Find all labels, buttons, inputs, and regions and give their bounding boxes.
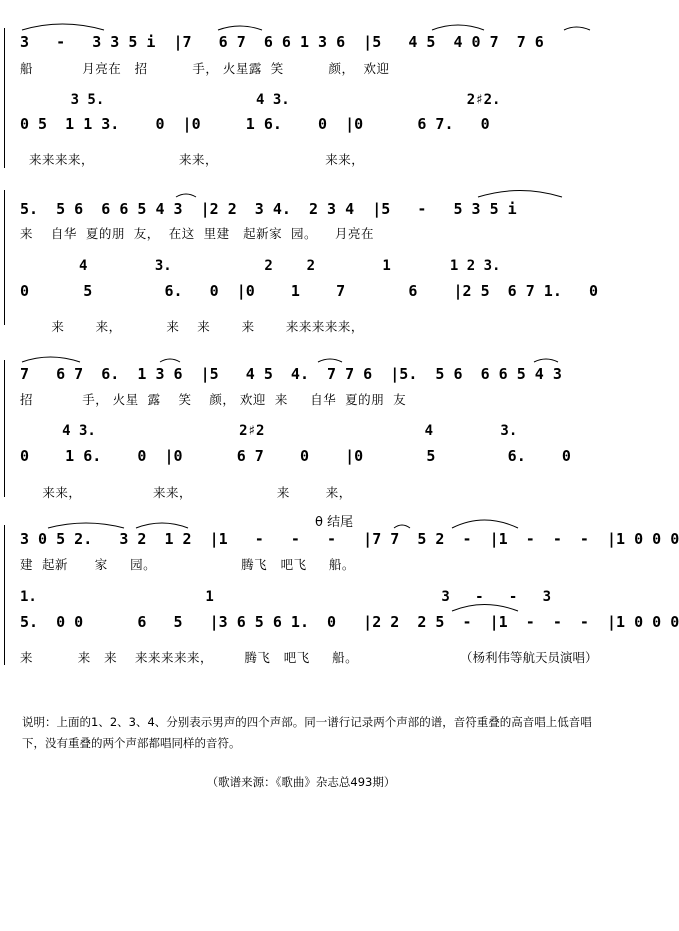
high-voice-notes: 4 3. 2 2 1 1 2 3.	[20, 258, 501, 274]
slur	[176, 194, 196, 197]
slur	[452, 605, 518, 612]
high-voice-notes: 4 3. 2♯2 4 3.	[20, 423, 518, 439]
low-voice-notes: 0 1 6. 0 |0 6 7 0 |0 5 6. 0	[20, 447, 571, 465]
slur	[22, 357, 80, 362]
low-voice-lyrics: 来来， 来来， 来 来，	[20, 485, 352, 500]
coda-label: 结尾	[327, 515, 354, 530]
slur	[432, 25, 484, 30]
high-voice-notes: 3 5. 4 3. 2♯2.	[20, 92, 501, 108]
low-voice-lyrics: 来来来来， 来来， 来来，	[20, 152, 365, 167]
solo-lyrics-line: 建 起新 家 园。 腾飞 吧飞 船。	[20, 557, 355, 572]
slur	[22, 24, 104, 30]
source-credit: （歌谱来源：《歌曲》杂志总493期）	[206, 775, 396, 789]
slur	[136, 523, 188, 528]
solo-notes-line: 3 0 5 2. 3 2 1 2 |1 - - - |7 7 5 2 - |1 - - - |1 0 0 0	[20, 530, 679, 548]
slur	[218, 26, 262, 30]
slur	[48, 523, 124, 528]
slur	[478, 191, 562, 198]
solo-lyrics-line: 来 自华 夏的朋 友， 在这 里建 起新家 园。 月亮在	[20, 226, 374, 241]
slur	[452, 520, 518, 528]
slur	[394, 525, 410, 528]
low-voice-notes: 0 5 6. 0 |0 1 7 6 |2 5 6 7 1. 0	[20, 282, 598, 300]
low-voice-lyrics: 来 来， 来 来 来 来来来来来，	[20, 319, 364, 334]
slur	[564, 27, 590, 30]
solo-lyrics-line: 船 月亮在 招 手， 火星露 笑 颜， 欢迎	[20, 61, 390, 76]
performer-credit: （杨利伟等航天员演唱）	[460, 650, 598, 665]
solo-notes-line: 5. 5 6 6 6 5 4 3 |2 2 3 4. 2 3 4 |5 - 5 3 5 i	[20, 200, 517, 218]
solo-notes-line: 3 - 3 3 5 i |7 6 7 6 6 1 3 6 |5 4 5 4 0 7 7 6	[20, 33, 544, 51]
solo-lyrics-line: 招 手， 火星 露 笑 颜， 欢迎 来 自华 夏的朋 友	[20, 392, 407, 407]
coda-icon: θ	[315, 515, 323, 530]
slur	[534, 359, 558, 362]
solo-notes-line: 7 6 7 6. 1 3 6 |5 4 5 4. 7 7 6 |5. 5 6 6 6 5 4 3	[20, 365, 562, 383]
slur	[160, 359, 180, 362]
slur	[318, 359, 342, 362]
low-voice-notes: 5. 0 0 6 5 |3 6 5 6 1. 0 |2 2 2 5 - |1 - - - |1 0 0 0	[20, 613, 679, 631]
explanation-text: 说明：上面的1、2、3、4、分别表示男声的四个声部。同一谱行记录两个声部的谱，音符重叠的高音唱上低音唱下，没有重叠的两个声部都唱同样的音符。	[22, 715, 592, 750]
low-voice-lyrics: 来 来 来 来来来来来， 腾飞 吧飞 船。	[20, 650, 359, 665]
high-voice-notes: 1. 1 3 - - 3	[20, 589, 552, 605]
low-voice-notes: 0 5 1 1 3. 0 |0 1 6. 0 |0 6 7. 0	[20, 115, 490, 133]
